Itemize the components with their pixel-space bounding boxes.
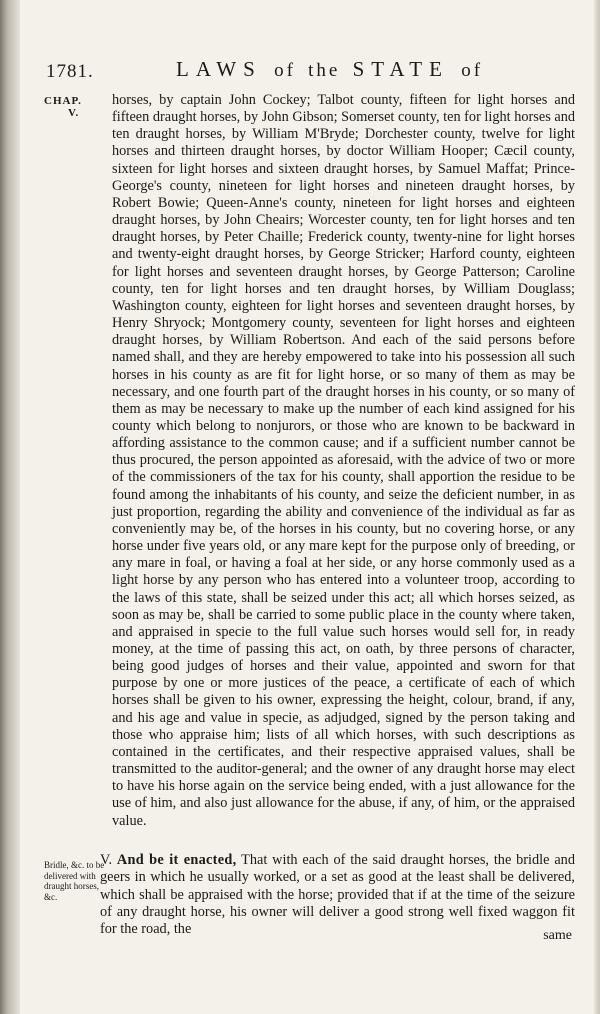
page-binding-edge <box>0 0 20 1014</box>
title-word-of-end: of <box>461 60 484 81</box>
section-paragraph <box>100 852 575 938</box>
chapter-label: CHAP. <box>44 95 82 107</box>
page-year: 1781. <box>46 61 94 82</box>
running-title <box>176 57 483 82</box>
title-word-the: the <box>308 60 341 81</box>
title-word-state: STATE <box>352 57 449 81</box>
chapter-marker <box>44 95 106 119</box>
page-right-edge <box>594 0 600 1014</box>
main-paragraph: horses, by captain John Cockey; Talbot county, fifteen for light horses and fifteen draught horses, by John Gibson; Somerset county, ten for light horses and ten draught horses, by William M'Bryde; Dorchester county, twelve for light horses and thirteen draught horses, by doctor William Hooper; Cæcil county, sixteen for light horses and sixteen draught horses, by Samuel Maffat; Prince-George's county, nineteen for light horses and nineteen draught horses, by Robert Bowie; Queen-Anne's county, nineteen for light horses and eighteen draught horses, by John Cheairs; Worcester county, ten for light horses and ten draught horses, by Peter Chaille; Frederick county, twenty-nine for light horses and twenty-eight draught horses, by George Stricker; Harford county, eighteen for light horses and seventeen draught horses, by George Patterson; Caroline county, ten for light horses and ten draught horses, by William Douglass; Washington county, eighteen for light horses and seventeen draught horses, by Henry Shryock; Montgomery county, seventeen for light horses and eighteen draught horses, by William Robertson. And each of the said persons before named shall, and they are hereby empowered to take into his possession all such horses in his county as are fit for light horse, or so many of them as may be necessary, and one fourth part of the draught horses in his county, or so many of them as may be necessary to make up the number of each kind assigned for his county which belong to nonjurors, or those who are known to be backward in affording assistance to the common cause; and if a sufficient number cannot be thus procured, the person appointed as aforesaid, with the advice of two or more of the commissioners of the tax for his county, shall apportion the residue to be found among the inhabitants of his county, and seize the deficient number, in as just proportion, regarding the ability and convenience of the individual as far as conveniently may be, of the horses in his county, but no covering horse, or any horse under five years old, or any mare kept for the purpose only of breeding, or any mare in foal, or having a foal at her side, or any horse commonly used as a light horse by any person who has entered into a volunteer troop, according to the laws of this state, shall be seized under this act; all which horses seized, as soon as may be, shall be carried to some public place in the county where taken, and appraised in specie to the full value such horses would sell for, in ready money, at the time of passing this act, on oath, by three persons of character, being good judges of horses and their value, appointed and sworn for that purpose by one or more justices of the peace, a certificate of each of which horses shall be given to his owner, expressing the height, colour, brand, if any, and his age and value in specie, as adjudged, signed by the person taking and those who appraise him; lists of all which horses, with such descriptions as contained in the certificates, and their respective appraised values, shall be transmitted to the auditor-general; and the owner of any draught horse may elect to have his horse again on the service being ended, with a just allowance for the use of him, and also just allowance for the abuse, if any, of him, or the appraised value. <box>112 92 575 829</box>
section-v <box>100 852 575 938</box>
running-header <box>46 57 576 83</box>
title-word-of: of <box>274 60 296 81</box>
margin-note: Bridle, &c. to be delivered with draught horses, &c. <box>44 860 105 902</box>
chapter-number: V. <box>68 107 80 119</box>
main-text-block <box>112 92 575 830</box>
section-number: V. <box>100 852 113 868</box>
title-word-laws: LAWS <box>176 57 262 81</box>
catchword: same <box>543 928 572 943</box>
section-text: That with each of the said draught horses, the bridle and geers in which he usually worked, or a set as good at the least shall be delivered, which shall be appraised with the horse; provided that if at the time of the seizure of any draught horse, his owner will deliver a good strong well fixed waggon fit for the road, the <box>100 852 575 938</box>
enacting-clause: And be it enacted, <box>116 852 237 868</box>
